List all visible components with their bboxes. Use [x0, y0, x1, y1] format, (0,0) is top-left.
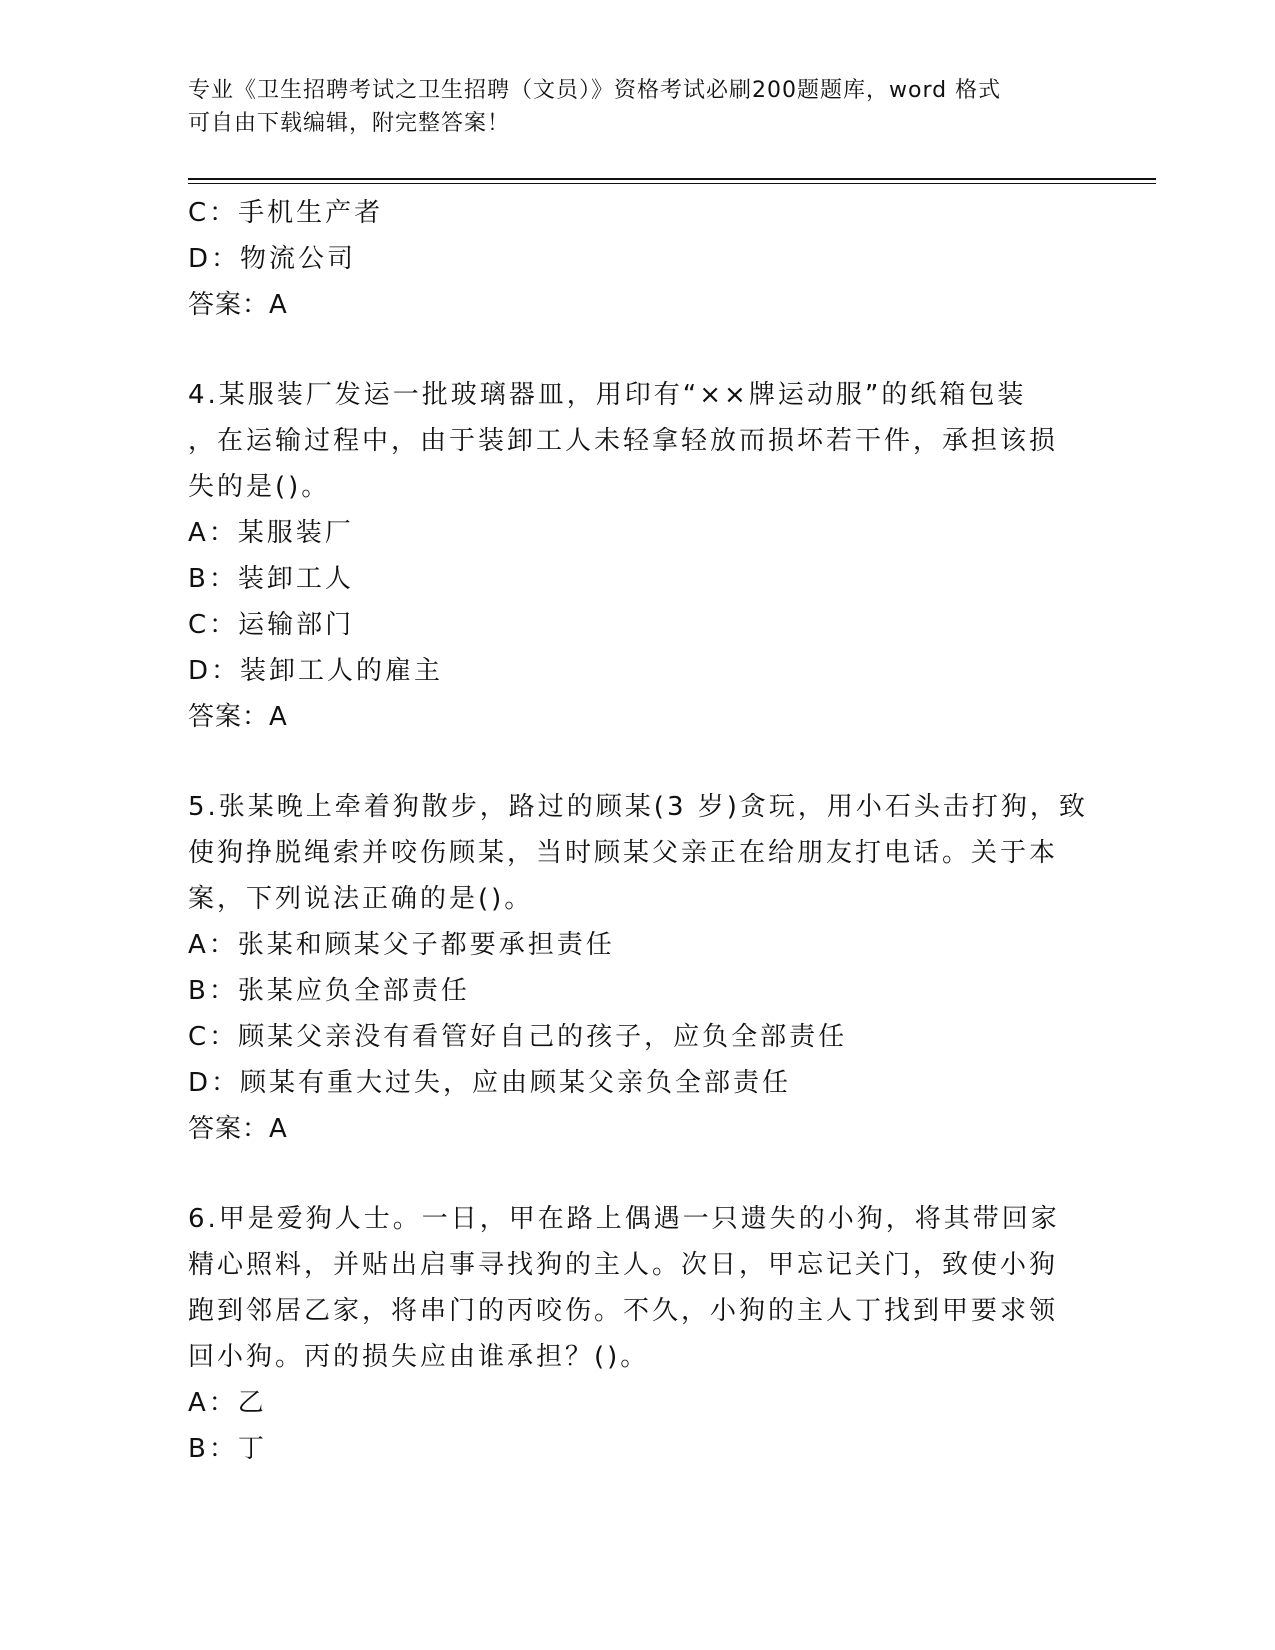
option-b: B：张某应负全部责任 — [188, 976, 470, 1006]
option-a: A：某服装厂 — [188, 518, 354, 548]
question-stem-line: 案，下列说法正确的是()。 — [188, 884, 534, 914]
question-4 — [188, 372, 1088, 740]
answer-line: 答案：A — [188, 290, 288, 320]
question-stem-line: 5.张某晚上牵着狗散步，路过的顾某(3 岁)贪玩，用小石头击打狗，致 — [188, 792, 1088, 822]
question-stem-line: 跑到邻居乙家，将串门的丙咬伤。不久，小狗的主人丁找到甲要求领 — [188, 1296, 1059, 1326]
option-d: D：装卸工人的雇主 — [188, 656, 444, 686]
page-header — [188, 74, 1068, 140]
header-rule-thin — [188, 183, 1156, 184]
option-c: C：顾某父亲没有看管好自己的孩子，应负全部责任 — [188, 1022, 848, 1052]
question-stem-line: 6.甲是爱狗人士。一日，甲在路上偶遇一只遗失的小狗，将其带回家 — [188, 1204, 1060, 1234]
question-stem-line: 回小狗。丙的损失应由谁承担？()。 — [188, 1342, 650, 1372]
question-stem-line: 4.某服装厂发运一批玻璃器皿，用印有“××牌运动服”的纸箱包装 — [188, 380, 1027, 410]
option-d: D：物流公司 — [188, 244, 357, 274]
option-a: A：张某和顾某父子都要承担责任 — [188, 930, 615, 960]
answer-line: 答案：A — [188, 702, 288, 732]
question-3 — [188, 190, 1088, 328]
question-stem-line: ，在运输过程中，由于装卸工人未轻拿轻放而损坏若干件，承担该损 — [188, 426, 1059, 456]
header-line-1: 专业《卫生招聘考试之卫生招聘（文员）》资格考试必刷200题题库，word 格式 — [188, 78, 1002, 103]
option-b: B：丁 — [188, 1434, 267, 1464]
question-stem-line: 精心照料，并贴出启事寻找狗的主人。次日，甲忘记关门，致使小狗 — [188, 1250, 1059, 1280]
question-5 — [188, 784, 1088, 1152]
option-d: D：顾某有重大过失，应由顾某父亲负全部责任 — [188, 1068, 792, 1098]
option-a: A：乙 — [188, 1388, 267, 1418]
question-content — [188, 190, 1088, 1472]
option-c: C：手机生产者 — [188, 198, 384, 228]
question-stem-line: 失的是()。 — [188, 472, 331, 502]
header-line-2: 可自由下载编辑，附完整答案！ — [188, 111, 511, 136]
answer-line: 答案：A — [188, 1114, 288, 1144]
question-stem-line: 使狗挣脱绳索并咬伤顾某，当时顾某父亲正在给朋友打电话。关于本 — [188, 838, 1059, 868]
header-rule-thick — [188, 178, 1156, 180]
option-c: C：运输部门 — [188, 610, 355, 640]
question-6 — [188, 1196, 1088, 1472]
option-b: B：装卸工人 — [188, 564, 354, 594]
